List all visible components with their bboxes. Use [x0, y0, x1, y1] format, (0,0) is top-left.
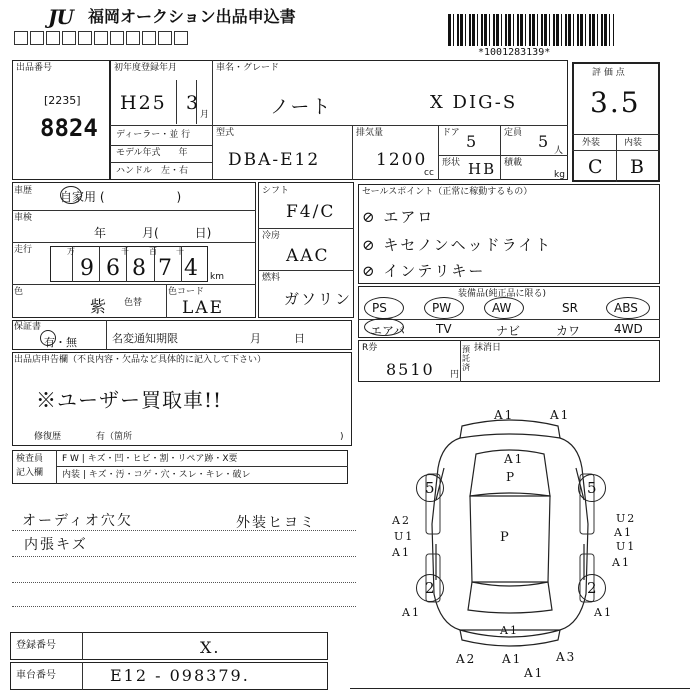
tax-value: 8510 [386, 360, 435, 379]
entry-number-label: 出品番号 [16, 63, 53, 73]
mark-bottom-1: A2 [456, 652, 477, 666]
equipment-tv: TV [436, 322, 452, 336]
mark-roof-p: P [506, 470, 517, 484]
mark-right-3: U1 [616, 540, 637, 553]
equipment-navi: ナビ [496, 324, 521, 338]
repair-close: ) [340, 432, 344, 442]
selling-point-3: ⊘ インテリキー [362, 262, 486, 280]
displacement-unit: cc [424, 168, 434, 178]
displacement-label: 排気量 [356, 128, 384, 138]
tax-date-label: 抹消日 [474, 343, 502, 353]
remarks-text: ※ユーザー買取車!! [36, 388, 223, 412]
entry-sub-number: [2235] [44, 94, 81, 107]
equipment-airbag: エアバ [370, 324, 406, 338]
exterior-label: 外装 [582, 138, 601, 148]
mark-front: A1 [500, 624, 519, 637]
type-code: DBA-E12 [228, 150, 321, 170]
color-label: 色 [14, 287, 24, 297]
warranty-label: 保証書 [14, 322, 42, 332]
wheel-mark-rear-right-text: 2 [587, 579, 599, 597]
equipment-pw: PW [432, 301, 452, 315]
form-title: 福岡オークション出品申込書 [88, 7, 296, 26]
registration-month: 3 [186, 92, 201, 114]
mark-bottom-2: A1 [502, 652, 523, 666]
shift-label: シフト [262, 186, 290, 196]
digit-header-hyaku: 百 [149, 247, 157, 256]
mileage-label: 走行 [14, 245, 33, 255]
color-code: LAE [182, 298, 224, 318]
interior-label: 内装 [624, 138, 643, 148]
mileage-unit: km [210, 272, 224, 282]
mark-bottom-3: A1 [524, 666, 545, 680]
capacity-label: 定員 [504, 128, 523, 138]
registration-year: H25 [120, 92, 167, 114]
color-value: 紫 [90, 297, 109, 316]
note-line-1-right: 外装ヒヨミ [236, 515, 316, 531]
dealer-row-2: モデル年式 年 [116, 148, 188, 158]
model-name: ノート [270, 96, 333, 118]
equipment-leather: カワ [556, 324, 581, 338]
mark-body: P [500, 530, 511, 545]
selling-point-1: ⊘ エアロ [362, 208, 435, 226]
ac-value: AAC [286, 246, 330, 266]
load-unit: kg [554, 170, 565, 180]
shift-value: F4/C [286, 202, 336, 222]
capacity-unit: 人 [554, 146, 564, 156]
registration-label: 初年度登録年月 [114, 63, 178, 73]
repair-label: 修復歴 [34, 432, 62, 442]
tax-label: R券 [362, 343, 378, 353]
tax-unit: 円 [450, 370, 460, 380]
equipment-sr: SR [562, 301, 578, 315]
inspector-row-1: F W | キズ・凹・ヒビ・割・リペア跡・X要 [62, 454, 238, 464]
remarks-label: 出品店申告欄（不良内容・欠品など具体的に記入して下さい） [14, 355, 267, 365]
plate-box [10, 632, 328, 660]
mark-right-1: U2 [616, 512, 637, 525]
interior-grade: B [630, 156, 646, 178]
ac-label: 冷房 [262, 231, 281, 241]
inspector-label-2: 記入欄 [16, 468, 44, 478]
usage-label: 車歴 [14, 186, 33, 196]
fuel-label: 燃料 [262, 273, 281, 283]
doors: 5 [466, 132, 479, 151]
mark-top-left: A1 [494, 408, 515, 422]
barcode [448, 14, 614, 46]
notice-text: 月 日 [250, 332, 305, 345]
plate-value: X. [200, 638, 221, 657]
selling-point-2: ⊘ キセノンヘッドライト [362, 236, 553, 254]
model-grade: X DIG-S [430, 92, 518, 113]
color-swap-label: 色替 [124, 298, 143, 308]
equipment-aw: AW [492, 301, 512, 315]
digit-header-juu: 十 [176, 247, 184, 256]
mark-right-2: A1 [614, 526, 633, 539]
equipment-label: 装備品(純正品に限る) [458, 289, 547, 299]
plate-label: 登録番号 [16, 640, 56, 651]
shape-label: 形状 [442, 158, 461, 168]
warranty-options: 有・無 [44, 336, 77, 349]
inspection-text: 年 月( 日) [94, 226, 212, 240]
mark-top-right: A1 [550, 408, 571, 422]
notice-label: 名変通知期限 [112, 332, 178, 345]
score-value: 3.5 [590, 86, 641, 119]
model-label: 車名・グレード [216, 63, 280, 73]
capacity: 5 [538, 132, 551, 151]
displacement: 1200 [376, 150, 428, 170]
load-label: 積載 [504, 158, 523, 168]
mark-right-4: A1 [612, 556, 631, 569]
tax-extra-label: 預託済 [462, 345, 470, 372]
shape: HB [468, 160, 497, 178]
note-line-1: オーディオ穴欠 [22, 513, 133, 529]
equipment-4wd: 4WD [614, 322, 643, 336]
dealer-row-1: ディーラー・並 行 [116, 130, 191, 140]
mark-left-2: U1 [394, 530, 415, 543]
entry-number: 8824 [40, 114, 98, 142]
mark-left-3: A1 [392, 546, 411, 559]
car-diagram [400, 404, 620, 654]
logo: JU [48, 5, 73, 29]
dealer-row-3: ハンドル 左・右 [116, 166, 189, 176]
usage-circle [60, 186, 82, 204]
mark-roof: A1 [504, 452, 525, 466]
digit-header-sen: 千 [121, 247, 129, 256]
inspector-row-2: 内装 | キズ・汚・コゲ・穴・スレ・キレ・破レ [62, 470, 251, 480]
selling-points-label: セールスポイント（正常に稼動するもの） [362, 187, 533, 197]
equipment-ps: PS [372, 301, 387, 315]
inspection-label: 車検 [14, 213, 33, 223]
wheel-mark-front-left-text: 5 [425, 479, 437, 497]
mark-bottom-4: A3 [556, 650, 577, 664]
fuel-value: ガソリン [284, 290, 353, 308]
digit-header-man: 万 [67, 247, 75, 256]
mileage-value: 96874 [80, 256, 210, 281]
month-unit: 月 [200, 110, 210, 120]
equipment-abs: ABS [614, 301, 638, 315]
chassis-label: 車台番号 [16, 670, 56, 681]
exterior-grade: C [588, 156, 605, 178]
score-label: 評 価 点 [592, 68, 625, 78]
inspector-label-1: 検査員 [16, 454, 44, 464]
mark-right-5: A1 [594, 606, 613, 619]
repair-text: 有（箇所 [96, 432, 133, 442]
wheel-mark-front-right-text: 5 [587, 479, 599, 497]
mark-left-1: A2 [392, 514, 411, 527]
doors-label: ドア [442, 128, 460, 138]
barcode-number: *1001283139* [478, 47, 551, 58]
note-line-2: 内張キズ [24, 537, 88, 553]
wheel-mark-rear-left-text: 2 [425, 579, 437, 597]
color-code-label: 色コード [168, 287, 205, 297]
chassis-value: E12 - 098379. [110, 666, 250, 685]
type-code-label: 型式 [216, 128, 235, 138]
mark-left-4: A1 [402, 606, 421, 619]
usage: 自家用 ( ) [60, 190, 182, 204]
